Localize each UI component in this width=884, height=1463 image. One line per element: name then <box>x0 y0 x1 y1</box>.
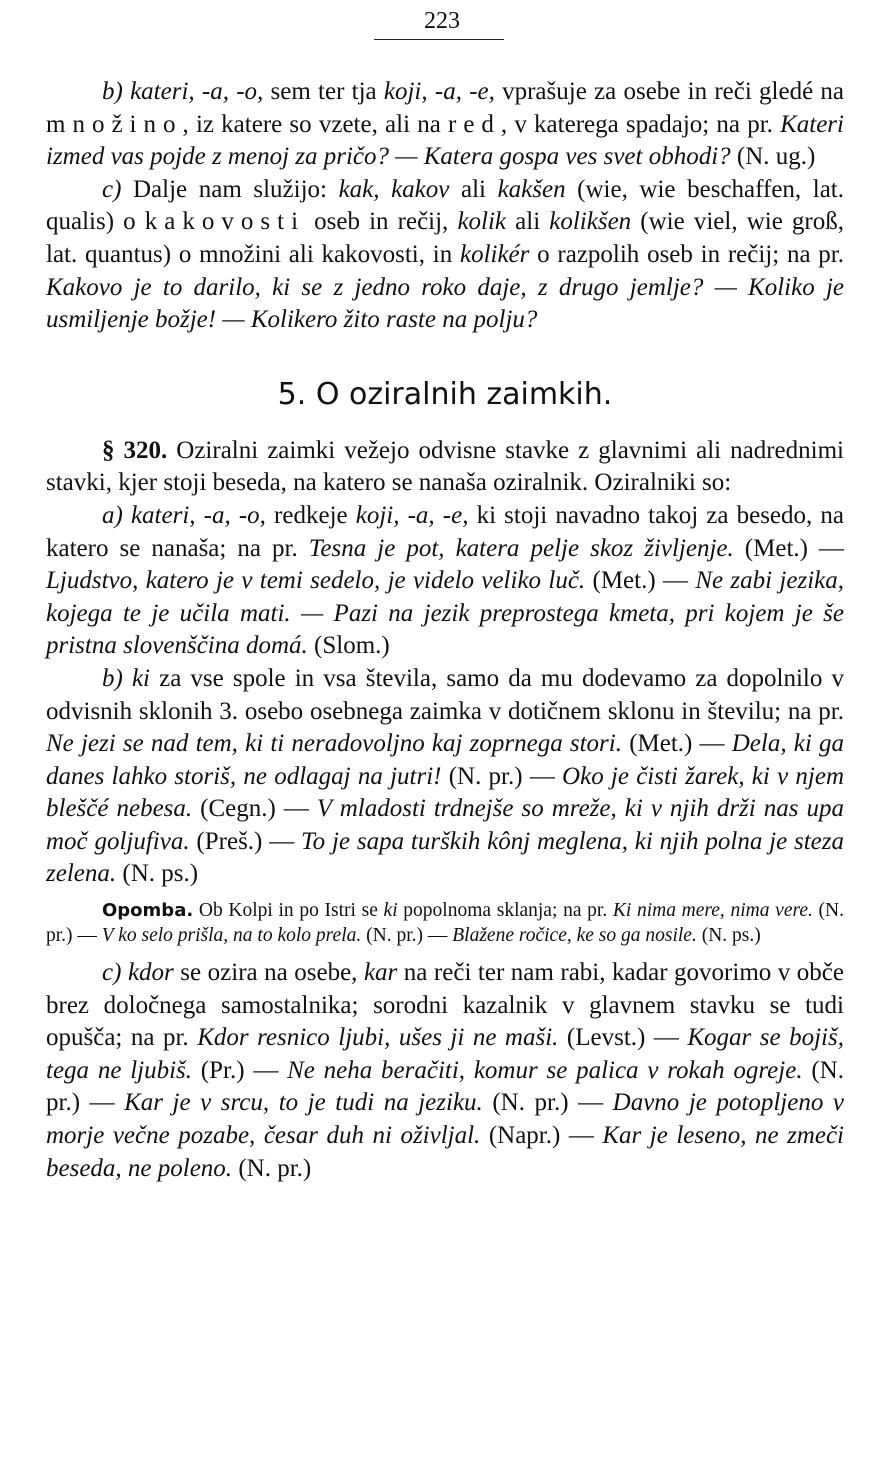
example: Kogar se bojiš, tega ne ljubiš. <box>46 1024 844 1084</box>
item-marker: b) <box>102 78 123 105</box>
term: kolikšen <box>549 208 632 236</box>
spaced-term: kakovosti <box>144 208 306 236</box>
term: ki <box>383 900 398 922</box>
paragraph-section-320: § 320. Oziralni zaimki vežejo odvisne stavke z glavnimi ali nadrednimi stavki, kjer stoji beseda, na katero se nanaša oziralnik. Oziralniki so: <box>46 436 844 497</box>
example: Ki nima mere, nima vere. <box>612 900 813 922</box>
term: kateri, -a, -o, <box>122 501 266 529</box>
term: kak, kakov <box>338 175 450 203</box>
example: Blažene ročice, ke so ga nosile. <box>452 925 697 947</box>
term: kateri, -a, -o, <box>130 78 264 105</box>
spaced-term: množino <box>46 110 183 138</box>
term: kolik <box>457 208 507 236</box>
item-marker: c) <box>102 959 122 987</box>
paragraph-a-kateri: a) kateri, -a, -o, redkeje koji, -a, -e, ki stoji navadno takoj za besedo, na katero se nanaša; na pr. Tesna je pot, katera pelje skoz življenje. (Met.) — Ljudstvo, katero je v temi sedelo, je videlo veliko luč. (Met.) — Ne zabi jezika, kojega te je učila mati. — Pazi na jezik preprostega kmeta, pri kojem je še pristna slovenščina domá. (Slom.) <box>46 501 845 660</box>
example: Dela, ki ga danes lahko storiš, ne odlagaj na jutri! <box>46 730 845 790</box>
note-label: Opomba. <box>102 900 194 922</box>
section-heading: 5. O oziralnih zaimkih. <box>277 376 613 412</box>
term: kakšen <box>497 175 566 203</box>
example: Kakovo je to darilo, ki se z jedno roko daje, z drugo jemlje? — Koliko je usmiljenje božje! — Kolikero žito raste na polju? <box>46 273 844 334</box>
example: Kateri izmed vas pojde z menoj za pričo? — Katera gospa ves svet obhodi? <box>46 110 844 171</box>
note-paragraph: Opomba. Ob Kolpi in po Istri se ki popolnoma sklanja; na pr. Ki nima mere, nima vere. (N. pr.) — V ko selo prišla, na to kolo prela. (N. pr.) — Blažene ročice, ke so ga nosile. (N. ps.) <box>46 900 845 947</box>
item-marker: a) <box>102 501 123 529</box>
paragraph-c-kdor: c) kdor se ozira na osebe, kar na reči ter nam rabi, kadar govorimo v obče brez določnega samostalnika; sorodni kazalnik v glavnem stavku se tudi opušča; na pr. Kdor resnico ljubi, ušes ji ne maši. (Levst.) — Kogar se bojiš, tega ne ljubiš. (Pr.) — Ne neha beračiti, komur se palica v rokah ogreje. (N. pr.) — Kar je v srcu, to je tudi na jeziku. (N. pr.) — Davno je potopljeno v morje večne pozabe, česar duh ni oživljal. (Napr.) — Kar je leseno, ne zmeči beseda, ne poleno. (N. pr.) <box>46 959 845 1182</box>
example: Davno je potopljeno v morje večne pozabe, česar duh ni oživljal. <box>46 1089 844 1150</box>
paragraph-c-kak: c) Dalje nam služijo: kak, kakov ali kakšen (wie, wie beschaffen, lat. qualis) o kakovosti oseb in rečij, kolik ali kolikšen (wie viel, wie groß, lat. quantus) o množini ali kakovosti, in kolikér o razpolih oseb in rečij; na pr. Kakovo je to darilo, ki se z jedno roko daje, z drugo jemlje? — Koliko je usmiljenje božje! — Kolikero žito raste na polju? <box>46 175 845 334</box>
example: To je sapa turških kônj meglena, ki njih polna je steza zelena. <box>46 827 845 888</box>
example: Ne jezi se nad tem, ki ti neradovoljno kaj zoprnega stori. <box>46 730 622 758</box>
example: Kdor resnico ljubi, ušes ji ne maši. <box>197 1024 559 1052</box>
body-text <box>46 76 844 1185</box>
example: Ne neha beračiti, komur se palica v rokah ogreje. <box>287 1056 803 1084</box>
term: kar <box>363 959 398 987</box>
example: Kar je leseno, ne zmeči beseda, ne poleno. <box>46 1122 844 1182</box>
example: V ko selo prišla, na to kolo prela. <box>101 925 362 947</box>
term: kdor <box>121 959 174 987</box>
section-number: § 320. <box>102 436 168 464</box>
paragraph-b-ki: b) ki za vse spole in vsa števila, samo da mu dodevamo za dopolnilo v odvisnih sklonih 3. osebo osebnega zaimka v dotičnem sklonu in številu; na pr. Ne jezi se nad tem, ki ti neradovoljno kaj zoprnega stori. (Met.) — Dela, ki ga danes lahko storiš, ne odlagaj na jutri! (N. pr.) — Oko je čisti žarek, ki v njem bleščé nebesa. (Cegn.) — V mladosti trdnejše so mreže, ki v njih drži nas upa moč goljufiva. (Preš.) — To je sapa turških kônj meglena, ki njih polna je steza zelena. (N. ps.) <box>46 664 845 888</box>
example: Kar je v srcu, to je tudi na jeziku. <box>124 1089 483 1117</box>
paragraph-b-kateri: b) kateri, -a, -o, sem ter tja koji, -a, -e, vprašuje za osebe in reči gledé na množino, iz katere so vzete, ali na red, v katerega spadajo; na pr. Kateri izmed vas pojde z menoj za pričo? — Katera gospa ves svet obhodi? (N. ug.) <box>46 78 845 171</box>
item-marker: c) <box>102 175 122 203</box>
page-number: 223 <box>424 8 460 34</box>
example: Ljudstvo, katero je v temi sedelo, je videlo veliko luč. <box>46 567 586 595</box>
term: koji, -a, -e, <box>383 78 495 105</box>
term: kolikér <box>459 240 530 268</box>
example: Oko je čisti žarek, ki v njem bleščé nebesa. <box>46 762 844 823</box>
term: koji, -a, -e, <box>355 501 469 529</box>
example: Tesna je pot, katera pelje skoz življenje. <box>308 534 734 562</box>
example: V mladosti trdnejše so mreže, ki v njih drži nas upa moč goljufiva. <box>46 795 844 855</box>
item-marker: b) <box>102 664 123 692</box>
spaced-term: red <box>448 110 501 138</box>
header-rule <box>374 39 504 40</box>
term: ki <box>122 664 150 692</box>
example: Ne zabi jezika, kojega te je učila mati. — Pazi na jezik preprostega kmeta, pri kojem je še pristna slovenščina domá. <box>46 567 844 660</box>
